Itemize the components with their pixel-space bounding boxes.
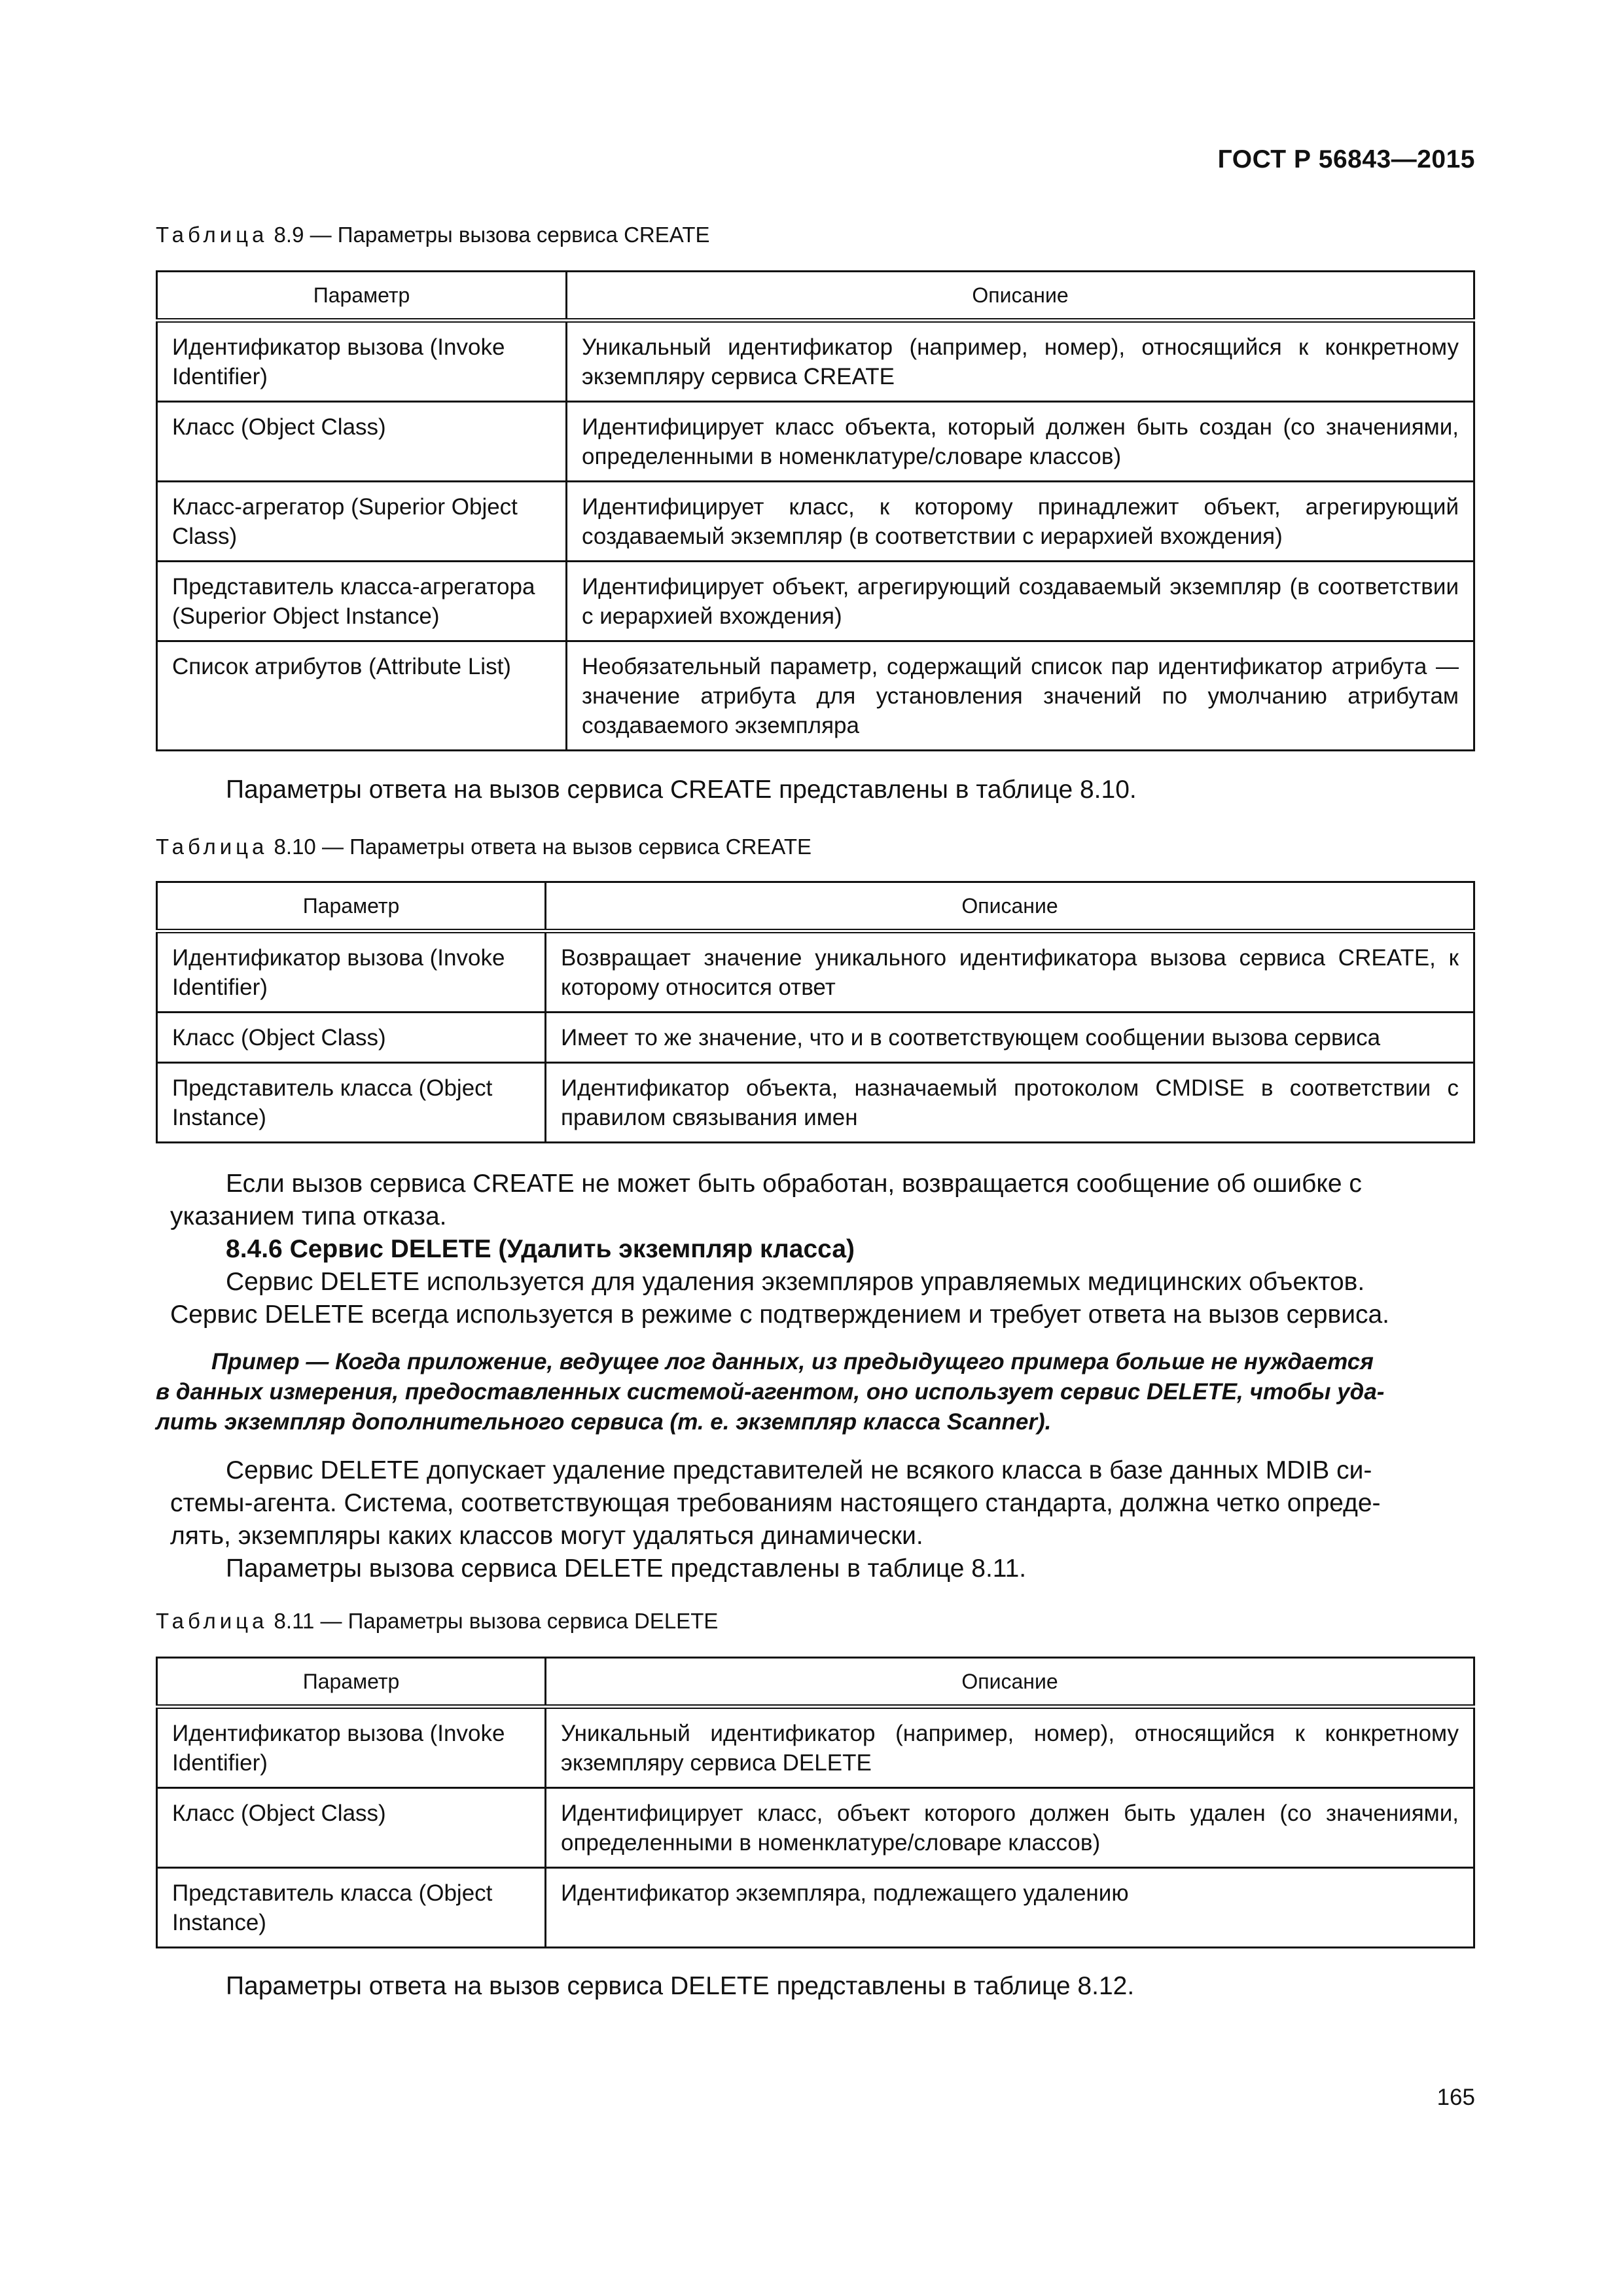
parameter-cell: Идентификатор вызова (Invoke Identifier) bbox=[157, 1707, 546, 1788]
page-number: 165 bbox=[1436, 2085, 1475, 2110]
parameter-cell: Класс-агрегатор (Superior Object Class) bbox=[157, 482, 567, 562]
table-caption-text: 8.10 — Параметры ответа на вызов сервиса CREATE bbox=[268, 834, 812, 859]
table-row bbox=[157, 321, 1474, 402]
parameter-cell: Идентификатор вызова (Invoke Identifier) bbox=[157, 931, 546, 1013]
section-heading: 8.4.6 Сервис DELETE (Удалить экземпляр класса) bbox=[226, 1235, 855, 1263]
column-header-parameter: Параметр bbox=[157, 272, 567, 321]
example-line: в данных измерения, предоставленных системой-агентом, оно использует сервис DELETE, чтобы уда- bbox=[156, 1379, 1385, 1405]
parameter-cell: Представитель класса (Object Instance) bbox=[157, 1868, 546, 1948]
paragraph-create-response-ref: Параметры ответа на вызов сервиса CREATE представлены в таблице 8.10. bbox=[226, 776, 1137, 804]
table-caption-8-11 bbox=[156, 1609, 718, 1634]
table-caption-text: 8.9 — Параметры вызова сервиса CREATE bbox=[268, 223, 710, 247]
parameter-cell: Представитель класса (Object Instance) bbox=[157, 1063, 546, 1143]
table-row bbox=[157, 1063, 1474, 1143]
table-row bbox=[157, 931, 1474, 1013]
column-header-description: Описание bbox=[567, 272, 1474, 321]
parameter-cell: Идентификатор вызова (Invoke Identifier) bbox=[157, 321, 567, 402]
parameter-cell: Представитель класса-агрегатора (Superior Object Instance) bbox=[157, 562, 567, 641]
mdib-text-line: стемы-агента. Система, соответствующая требованиям настоящего стандарта, должна четко опреде- bbox=[170, 1489, 1381, 1517]
body-text-block bbox=[170, 1168, 1475, 1331]
description-cell: Уникальный идентификатор (например, номер), относящийся к конкретному экземпляру сервиса DELETE bbox=[546, 1707, 1474, 1788]
description-cell: Возвращает значение уникального идентификатора вызова сервиса CREATE, к которому относится ответ bbox=[546, 931, 1474, 1013]
column-header-parameter: Параметр bbox=[157, 882, 546, 931]
delete-params-ref: Параметры вызова сервиса DELETE представлены в таблице 8.11. bbox=[226, 1554, 1027, 1583]
parameter-cell: Класс (Object Class) bbox=[157, 1788, 546, 1868]
description-cell: Уникальный идентификатор (например, номер), относящийся к конкретному экземпляру сервиса CREATE bbox=[567, 321, 1474, 402]
example-note bbox=[156, 1347, 1475, 1437]
column-header-description: Описание bbox=[546, 1658, 1474, 1707]
table-row bbox=[157, 402, 1474, 482]
table-row bbox=[157, 482, 1474, 562]
description-cell: Идентифицирует класс, объект которого должен быть удален (со значениями, определенными в номенклатуре/словаре классов) bbox=[546, 1788, 1474, 1868]
parameter-cell: Класс (Object Class) bbox=[157, 402, 567, 482]
table-8-9 bbox=[156, 270, 1475, 751]
example-line: лить экземпляр дополнительного сервиса (т. е. экземпляр класса Scanner). bbox=[156, 1409, 1052, 1435]
description-cell: Идентифицирует класс объекта, который должен быть создан (со значениями, определенными в номенклатуре/словаре классов) bbox=[567, 402, 1474, 482]
table-caption-label: Таблица bbox=[156, 834, 268, 859]
body-text-block-mdib bbox=[170, 1454, 1475, 1585]
error-text-line: Если вызов сервиса CREATE не может быть обработан, возвращается сообщение об ошибке с bbox=[226, 1170, 1362, 1198]
paragraph-delete-response-ref: Параметры ответа на вызов сервиса DELETE представлены в таблице 8.12. bbox=[226, 1972, 1135, 2000]
delete-text-line: Сервис DELETE используется для удаления экземпляров управляемых медицинских объектов. bbox=[226, 1268, 1365, 1296]
parameter-cell: Список атрибутов (Attribute List) bbox=[157, 641, 567, 751]
description-cell: Необязательный параметр, содержащий список пар идентификатор атрибута — значение атрибута для установления значений по умолчанию атрибутам создаваемого экземпляра bbox=[567, 641, 1474, 751]
column-header-description: Описание bbox=[546, 882, 1474, 931]
table-row bbox=[157, 1707, 1474, 1788]
description-cell: Идентифицирует класс, к которому принадлежит объект, агрегирующий создаваемый экземпляр (в соответствии с иерархией вхождения) bbox=[567, 482, 1474, 562]
table-caption-label: Таблица bbox=[156, 1609, 268, 1633]
example-line: Пример — Когда приложение, ведущее лог данных, из предыдущего примера больше не нуждается bbox=[211, 1349, 1374, 1374]
mdib-text-line: лять, экземпляры каких классов могут удаляться динамически. bbox=[170, 1522, 923, 1550]
table-8-10 bbox=[156, 881, 1475, 1143]
description-cell: Идентификатор объекта, назначаемый протоколом CMDISE в соответствии с правилом связывания имен bbox=[546, 1063, 1474, 1143]
table-row bbox=[157, 1013, 1474, 1063]
error-text-line: указанием типа отказа. bbox=[170, 1202, 447, 1230]
column-header-parameter: Параметр bbox=[157, 1658, 546, 1707]
table-row bbox=[157, 641, 1474, 751]
table-caption-8-9 bbox=[156, 223, 710, 247]
table-row bbox=[157, 1788, 1474, 1868]
parameter-cell: Класс (Object Class) bbox=[157, 1013, 546, 1063]
table-row bbox=[157, 1868, 1474, 1948]
table-row bbox=[157, 562, 1474, 641]
description-cell: Идентификатор экземпляра, подлежащего удалению bbox=[546, 1868, 1474, 1948]
document-code-header: ГОСТ Р 56843—2015 bbox=[1217, 145, 1475, 173]
table-caption-label: Таблица bbox=[156, 223, 268, 247]
delete-text-line: Сервис DELETE всегда используется в режиме с подтверждением и требует ответа на вызов сервиса. bbox=[170, 1300, 1390, 1329]
table-caption-8-10 bbox=[156, 834, 812, 859]
table-8-11 bbox=[156, 1657, 1475, 1948]
mdib-text-line: Сервис DELETE допускает удаление представителей не всякого класса в базе данных MDIB си- bbox=[226, 1456, 1372, 1484]
description-cell: Имеет то же значение, что и в соответствующем сообщении вызова сервиса bbox=[546, 1013, 1474, 1063]
table-caption-text: 8.11 — Параметры вызова сервиса DELETE bbox=[268, 1609, 719, 1633]
description-cell: Идентифицирует объект, агрегирующий создаваемый экземпляр (в соответствии с иерархией вхождения) bbox=[567, 562, 1474, 641]
